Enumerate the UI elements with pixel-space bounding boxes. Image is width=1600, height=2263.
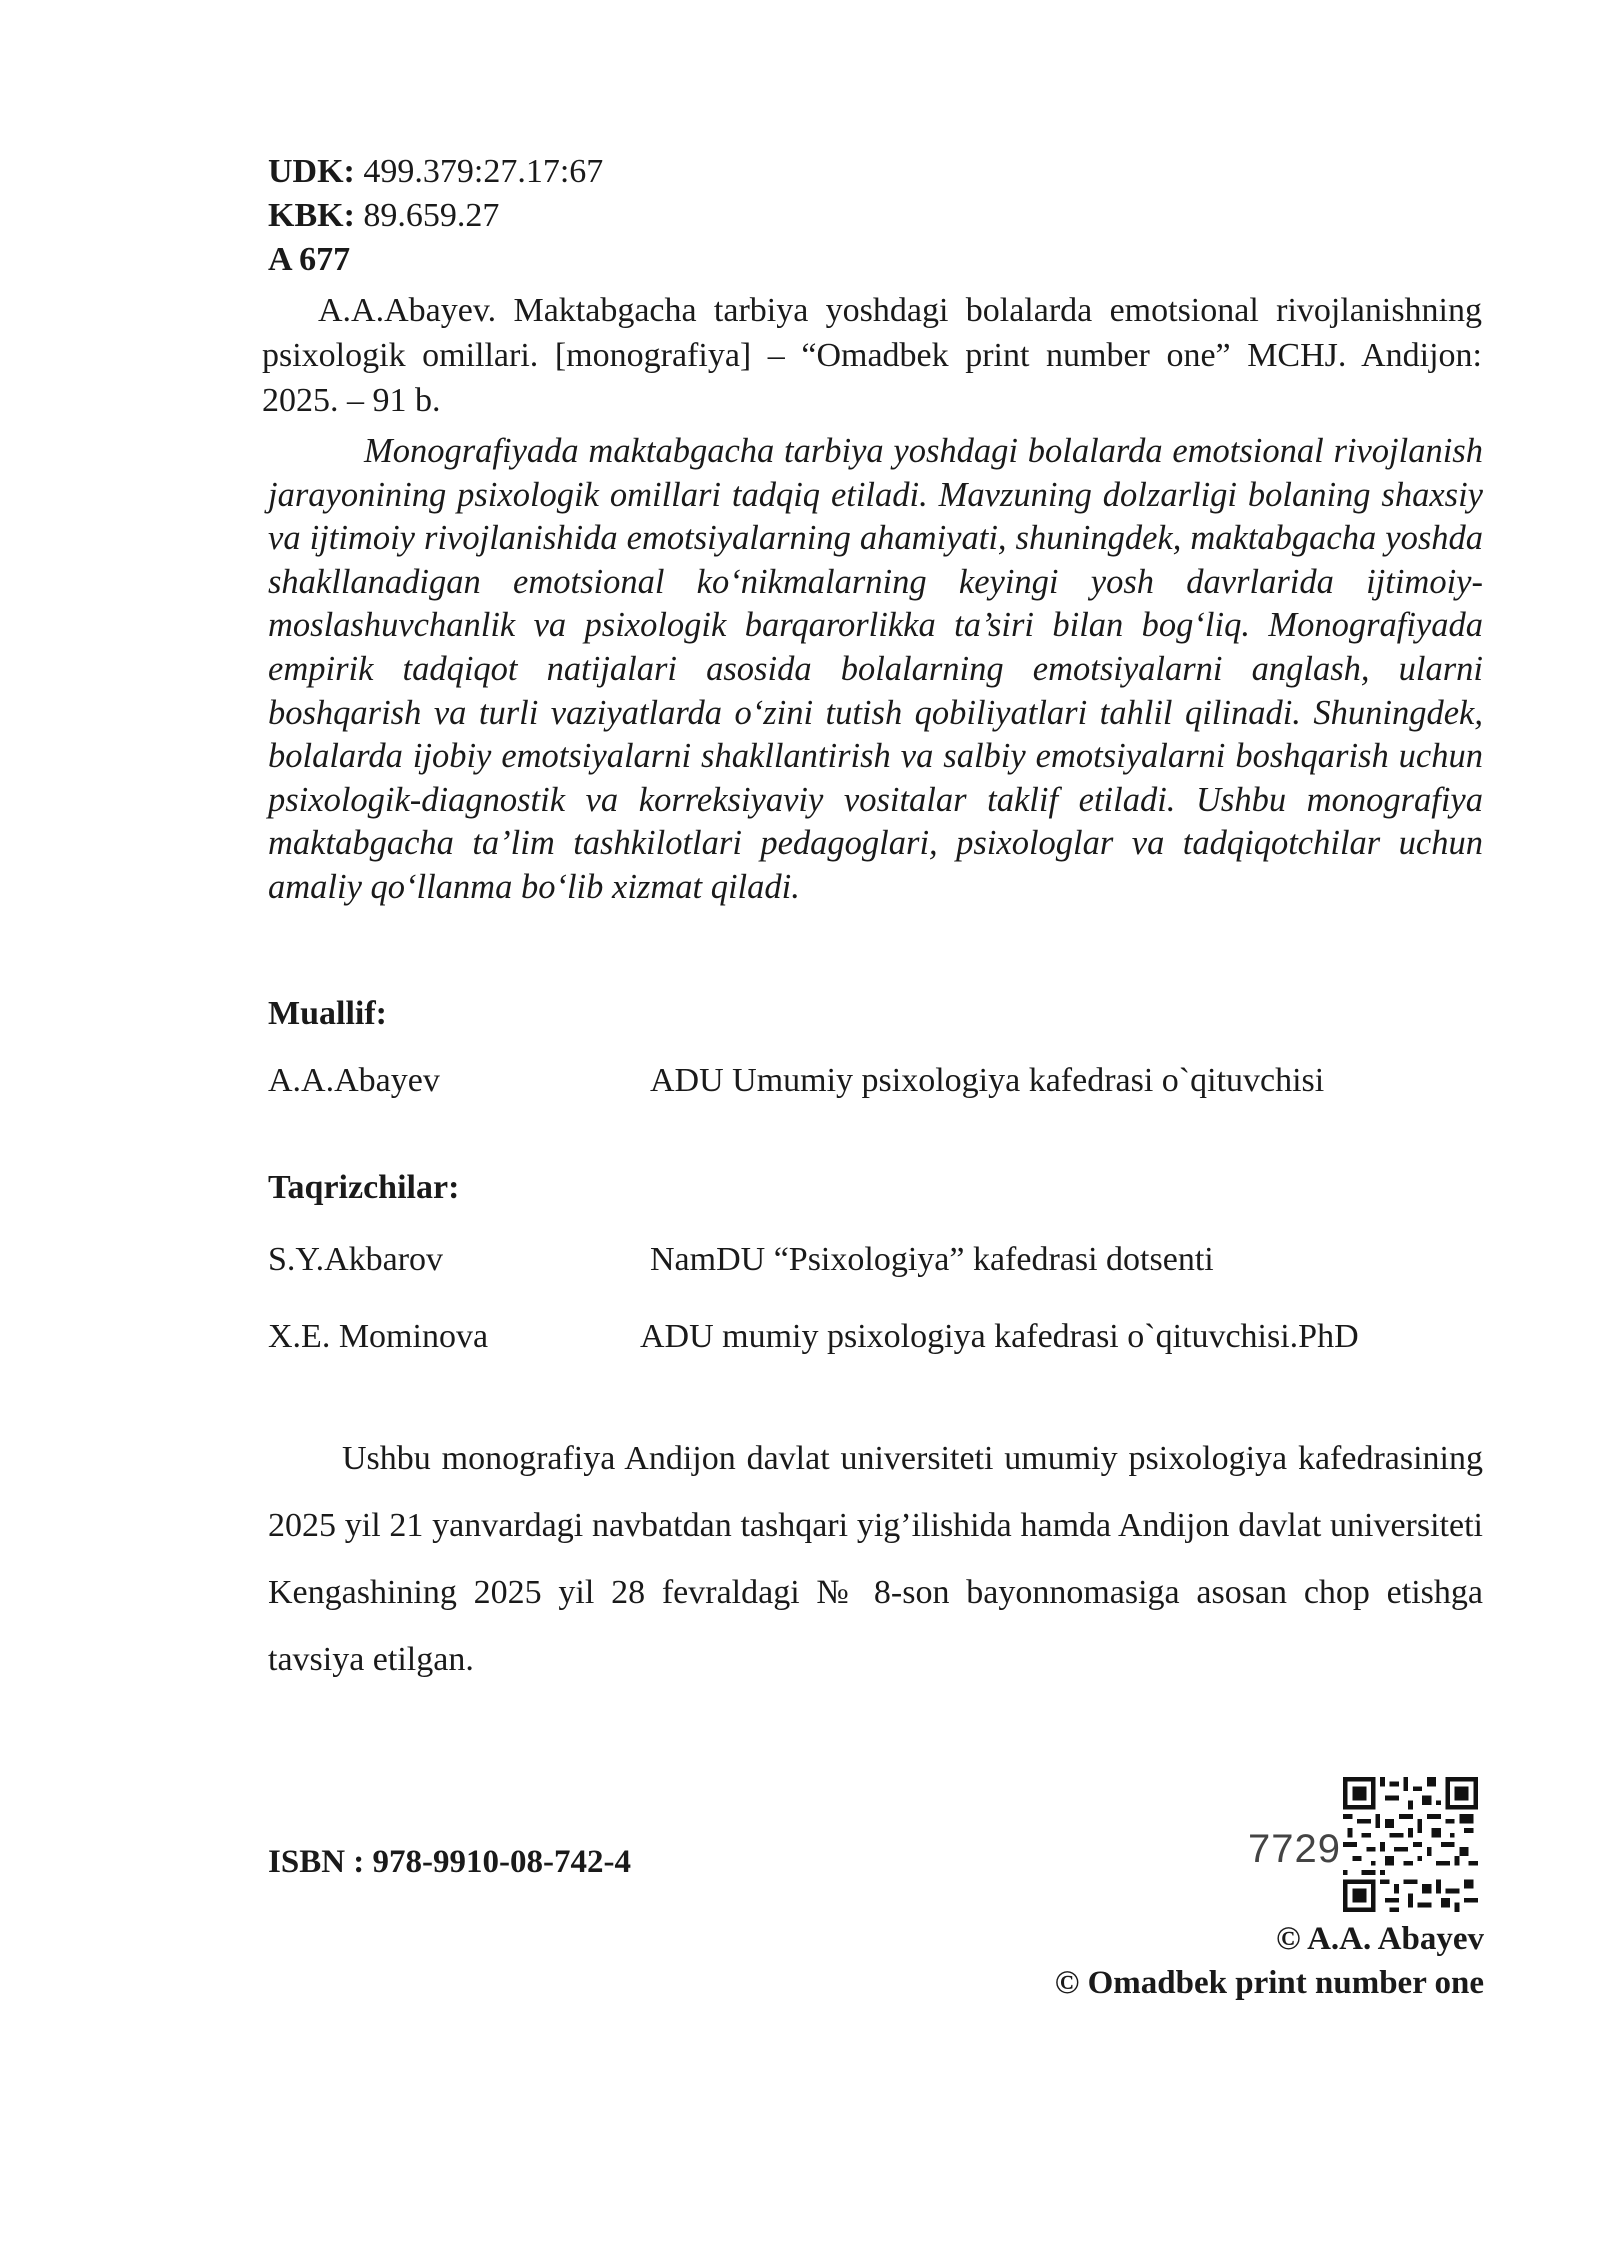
approval-statement: Ushbu monografiya Andijon davlat universiteti umumiy psixologiya kafedrasining 2025 yil 21 yanvardagi navbatdan tashqari yig’ilishida hamda Andijon davlat universiteti Kengashining 2025 yil 28 fevraldagi № 8-son bayonnomasiga asosan chop etishga tavsiya etilgan. xyxy=(268,1440,1483,1678)
author-heading: Muallif: xyxy=(268,995,387,1032)
abstract: Monografiyada maktabgacha tarbiya yoshdagi bolalarda emotsional rivojlanish jarayonining psixologik omillari tadqiq etiladi. Mavzuning dolzarligi bolaning shaxsiy va ijtimoiy rivojlanishida emotsiyalarning ahamiyati, shuningdek, maktabgacha yoshda shakllanadigan emotsional ko‘nikmalarning keyingi yosh davrlarida ijtimoiy-moslashuvchanlik va psixologik barqarorlikka ta’siri bilan bog‘liq. Monografiyada empirik tadqiqot natijalari asosida bolalarning emotsiyalarni anglash, ularni boshqarish va turli vaziyatlarda o‘zini tutish qobiliyatlari tahlil qilinadi. Shuningdek, bolalarda ijobiy emotsiyalarni shakllantirish va salbiy emotsiyalarni boshqarish uchun psixologik-diagnostik va korreksiyaviy vositalar taklif etiladi. Ushbu monografiya maktabgacha ta’lim tashkilotlari pedagoglari, psixologlar va tadqiqotchilar uchun amaliy qo‘llanma bo‘lib xizmat qiladi. xyxy=(268,432,1483,906)
bibliographic-citation: A.A.Abayev. Maktabgacha tarbiya yoshdagi bolalarda emotsional rivojlanishning psixologik omillari. [monografiya] – “Omadbek print number one” MCHJ. Andijon: 2025. – 91 b. xyxy=(262,292,1482,419)
reviewer-description: ADU mumiy psixologiya kafedrasi o`qituvchisi.PhD xyxy=(640,1318,1359,1355)
reviewer-name: S.Y.Akbarov xyxy=(268,1241,444,1278)
author-description: ADU Umumiy psixologiya kafedrasi o`qituvchisi xyxy=(650,1062,1325,1099)
udk-value: 499.379:27.17:67 xyxy=(363,153,604,190)
udk-label: UDK: xyxy=(268,153,355,190)
reviewer-name: X.E. Mominova xyxy=(268,1318,489,1355)
qr-code-icon xyxy=(1343,1777,1478,1912)
kbk-line xyxy=(268,194,499,238)
qr-number: 7729 xyxy=(1248,1827,1341,1871)
reviewer-description: NamDU “Psixologiya” kafedrasi dotsenti xyxy=(650,1241,1214,1278)
author-name: A.A.Abayev xyxy=(268,1062,440,1099)
library-code: A 677 xyxy=(268,241,351,278)
kbk-label: KBK: xyxy=(268,197,355,234)
udk-line xyxy=(268,150,603,194)
reviewers-heading: Taqrizchilar: xyxy=(268,1169,460,1206)
copyright-publisher: © Omadbek print number one xyxy=(1054,1965,1484,2001)
kbk-value: 89.659.27 xyxy=(363,197,500,234)
isbn: ISBN : 978-9910-08-742-4 xyxy=(268,1844,631,1880)
copyright-author: © A.A. Abayev xyxy=(1275,1921,1484,1957)
